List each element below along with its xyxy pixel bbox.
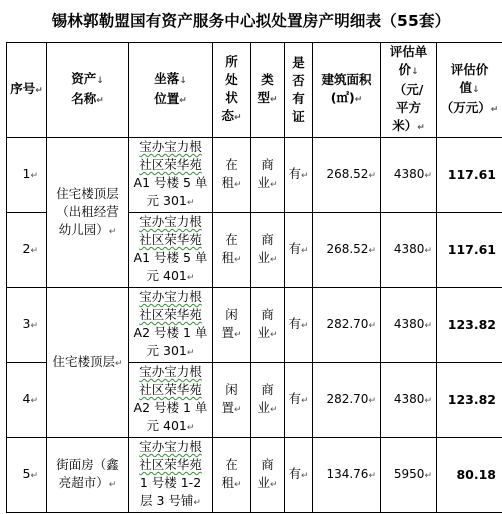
asset-name-cell: 住宅楼顶层↵ (47, 288, 129, 438)
property-table (6, 42, 502, 513)
header-area: 建筑面积 (㎡)↵ (313, 43, 381, 138)
status-cell: 在 租↵ (213, 438, 251, 513)
location-cell: 宝办宝力根 社区荣华苑 A2 号楼 1 单 元 301↵ (129, 288, 213, 363)
unit-price-cell: 5950↵ (381, 438, 437, 513)
location-cell: 宝办宝力根 社区荣华苑 A1 号楼 5 单 元 301↵ (129, 138, 213, 213)
status-cell: 在 租↵ (213, 213, 251, 288)
certificate-cell: 有↵ (285, 363, 313, 438)
seq-cell: 5↵ (7, 438, 47, 513)
type-cell: 商 业↵ (251, 213, 285, 288)
location-cell: 宝办宝力根 社区荣华苑 A1 号楼 5 单 元 401↵ (129, 213, 213, 288)
header-certificate: 是 否 有 证 (285, 43, 313, 138)
header-row (7, 43, 502, 138)
value-cell: 80.18 (437, 438, 502, 513)
unit-price-cell: 4380↵ (381, 213, 437, 288)
unit-price-cell: 4380↵ (381, 288, 437, 363)
header-location: 坐落↓ 位置↵ (129, 43, 213, 138)
area-cell: 134.76↵ (313, 438, 381, 513)
status-cell: 闲 置↵ (213, 363, 251, 438)
header-type: 类 型↵ (251, 43, 285, 138)
seq-cell: 3↵ (7, 288, 47, 363)
location-cell: 宝办宝力根 社区荣华苑 A2 号楼 1 单 元 401↵ (129, 363, 213, 438)
certificate-cell: 有↵ (285, 138, 313, 213)
area-cell: 282.70↵ (313, 363, 381, 438)
header-status: 所 处 状 态↵ (213, 43, 251, 138)
type-cell: 商 业↵ (251, 438, 285, 513)
certificate-cell: 有↵ (285, 288, 313, 363)
certificate-cell: 有↵ (285, 213, 313, 288)
header-asset-name: 资产↓ 名称↵ (47, 43, 129, 138)
table-row (7, 288, 502, 363)
value-cell: 123.82 (437, 363, 502, 438)
type-cell: 商 业↵ (251, 363, 285, 438)
asset-name-cell: 住宅楼顶层 （出租经营 幼儿园）↵ (47, 138, 129, 288)
location-cell: 宝办宝力根 社区荣华苑 1 号楼 1-2 层 3 号铺↵ (129, 438, 213, 513)
value-cell: 117.61 (437, 138, 502, 213)
asset-name-cell: 街面房（鑫 亮超市）↵ (47, 438, 129, 513)
header-seq: 序号↵ (7, 43, 47, 138)
value-cell: 123.82 (437, 288, 502, 363)
seq-cell: 4↵ (7, 363, 47, 438)
unit-price-cell: 4380↵ (381, 363, 437, 438)
type-cell: 商 业↵ (251, 138, 285, 213)
type-cell: 商 业↵ (251, 288, 285, 363)
seq-cell: 2↵ (7, 213, 47, 288)
table-row (7, 438, 502, 513)
document-title: 锡林郭勒盟国有资产服务中心拟处置房产明细表（55套） (51, 12, 451, 30)
header-unit-price: 评估单 价↓ （元/ 平方 米）↵ (381, 43, 437, 138)
area-cell: 282.70↵ (313, 288, 381, 363)
area-cell: 268.52↵ (313, 138, 381, 213)
table-row (7, 138, 502, 213)
area-cell: 268.52↵ (313, 213, 381, 288)
certificate-cell: 有↵ (285, 438, 313, 513)
unit-price-cell: 4380↵ (381, 138, 437, 213)
seq-cell: 1↵ (7, 138, 47, 213)
status-cell: 在 租↵ (213, 138, 251, 213)
value-cell: 117.61 (437, 213, 502, 288)
status-cell: 闲 置↵ (213, 288, 251, 363)
header-value: 评估价 值↓ （万元）↵ (437, 43, 502, 138)
